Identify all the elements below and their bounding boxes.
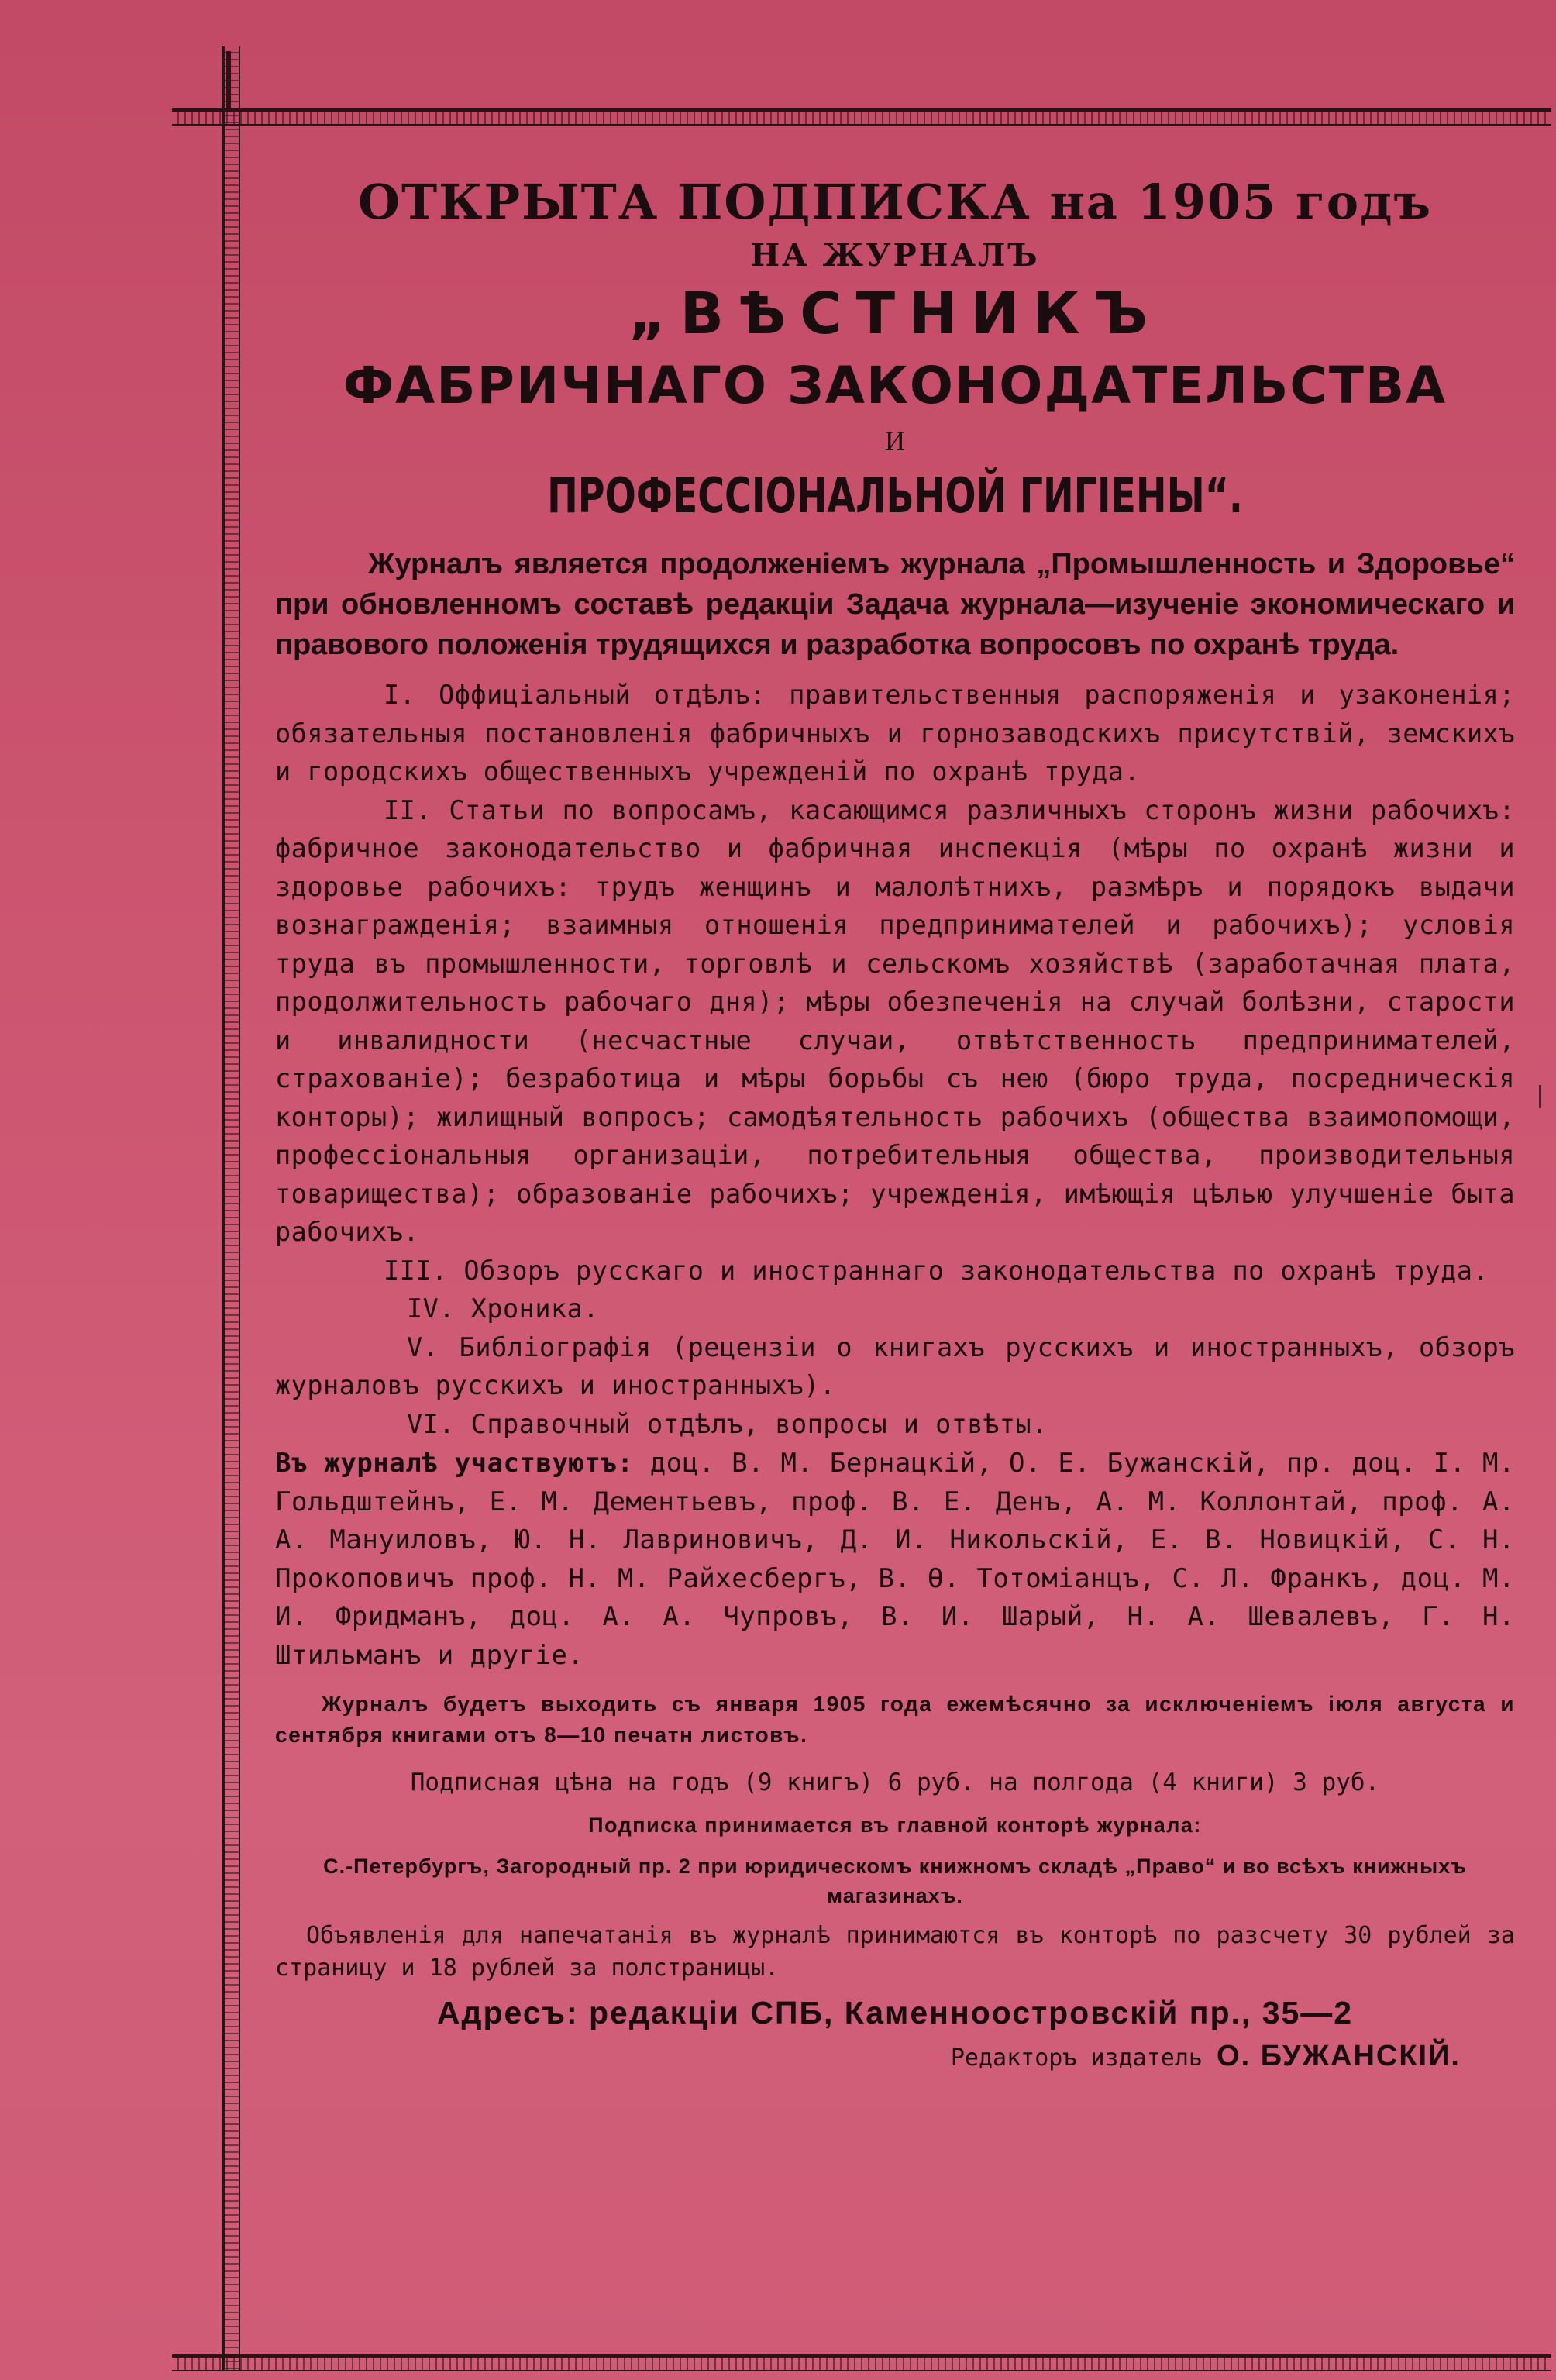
- title-for-journal: НА ЖУРНАЛЪ: [750, 237, 1040, 274]
- title-professional-hygiene: ПРОФЕССІОНАЛЬНОЙ ГИГІЕНЫ“.: [547, 467, 1243, 524]
- section-6-reference: VI. Справочный отдѣлъ, вопросы и отвѣты.: [407, 1408, 1048, 1439]
- section-5-bibliography: V. Библіографія (рецензіи о книгахъ русскихъ и иностранныхъ, обзоръ журналовъ русскихъ и иностранныхъ).: [275, 1331, 1515, 1400]
- title-vestnik: „ВѢСТНИКЪ: [628, 281, 1162, 347]
- section-4-chronicle: IV. Хроника.: [407, 1293, 600, 1324]
- title-factory-legislation: ФАБРИЧНАГО ЗАКОНОДАТЕЛЬСТВА: [343, 356, 1448, 415]
- participants-label: Въ журналѣ участвуютъ:: [275, 1448, 634, 1479]
- subscription-office-address: С.-Петербургъ, Загородный пр. 2 при юридическомъ книжномъ складѣ „Право“ и во всѣхъ книжныхъ магазинахъ.: [323, 1855, 1467, 1907]
- sections-list: [275, 676, 1515, 1443]
- section-3-review: III. Обзоръ русскаго и иностраннаго законодательства по охранѣ труда.: [384, 1255, 1489, 1286]
- title-and: И: [885, 425, 905, 456]
- title-block: [275, 172, 1515, 533]
- margin-mark: [1539, 1085, 1552, 1108]
- participants-names: доц. В. М. Бернацкій, О. Е. Бужанскій, пр. доц. І. М. Гольдштейнъ, Е. М. Дементьевъ, проф. В. Е. Денъ, А. М. Коллонтай, проф. А. А. Мануиловъ, Ю. Н. Лавриновичъ, Д. И. Никольскій, Е. В. Новицкій, С. Н. Прокоповичъ проф. Н. М. Райхесбергъ, В. Ѳ. Тотоміанцъ, С. Л. Франкъ, доц. М. И. Фридманъ, доц. А. А. Чупровъ, В. И. Шарый, Н. А. Шевалевъ, Г. Н. Штильманъ и другіе.: [275, 1448, 1515, 1671]
- section-2-articles: II. Статьи по вопросамъ, касающимся различныхъ сторонъ жизни рабочихъ: фабричное законодательство и фабричная инспекція (мѣры по охранѣ жизни и здоровье рабочихъ: трудъ женщинъ и малолѣтнихъ, размѣръ и порядокъ выдачи вознагражденія; взаимныя отношенія предпринимателей и рабочихъ); условія труда въ промышленности, торговлѣ и сельскомъ хозяйствѣ (заработачная плата, продолжительность рабочаго дня); мѣры обезпеченія на случай болѣзни, старости и инвалидности (несчастные случаи, отвѣтственность предпринимателей, страхованіе); безработица и мѣры борьбы съ нею (бюро труда, посредническія конторы); жилищный вопросъ; самодѣятельность рабочихъ (общества взаимопомощи, профессіональныя организаціи, потребительныя общества, производительныя товарищества); образованіе рабочихъ; учрежденія, имѣющія цѣлью улучшеніе быта рабочихъ.: [275, 794, 1515, 1247]
- subscription-office-heading: Подписка принимается въ главной конторѣ журнала:: [588, 1813, 1202, 1837]
- editor-name: О. БУЖАНСКІЙ.: [1217, 2040, 1461, 2072]
- participants-paragraph: [275, 1445, 1515, 1675]
- advertisement-content: [275, 155, 1515, 2079]
- border-corner-stub: [226, 51, 231, 108]
- editor-label: Редакторъ издатель: [950, 2044, 1203, 2072]
- advertising-rates: Объявленія для напечатанія въ журналѣ принимаются въ конторѣ по разсчету 30 рублей за страницу и 18 рублей за полстраницы.: [275, 1922, 1515, 1982]
- ornamental-border-bottom: [172, 2354, 1551, 2371]
- ornamental-border-left: [222, 46, 240, 2371]
- subscription-price: Подписная цѣна на годъ (9 книгъ) 6 руб. на полгода (4 книги) 3 руб.: [410, 1769, 1380, 1796]
- editorial-address: Адресъ: редакціи СПБ, Каменноостровскій пр., 35—2: [436, 1995, 1354, 2030]
- publication-notice: Журналъ будетъ выходить съ января 1905 года ежемѣсячно за исключеніемъ іюля августа и сентября книгами отъ 8—10 печатн листовъ.: [275, 1692, 1515, 1747]
- intro-paragraph: Журналъ является продолженіемъ журнала „Промышленность и Здоровье“ при обновленномъ составѣ редакціи Задача журнала—изученіе экономическаго и правового положенія трудящихся и разработка вопросовъ по охранѣ труда.: [275, 548, 1515, 661]
- section-1-official: I. Оффиціальный отдѣлъ: правительственныя распоряженія и узаконенія; обязательныя постановленія фабричныхъ и горнозаводскихъ присутствій, земскихъ и городскихъ общественныхъ учрежденій по охранѣ труда.: [275, 680, 1515, 787]
- ornamental-border-top: [172, 108, 1551, 126]
- title-subscription-open: ОТКРЫТА ПОДПИСКА на 1905 годъ: [357, 174, 1433, 230]
- editor-line: [275, 2036, 1515, 2079]
